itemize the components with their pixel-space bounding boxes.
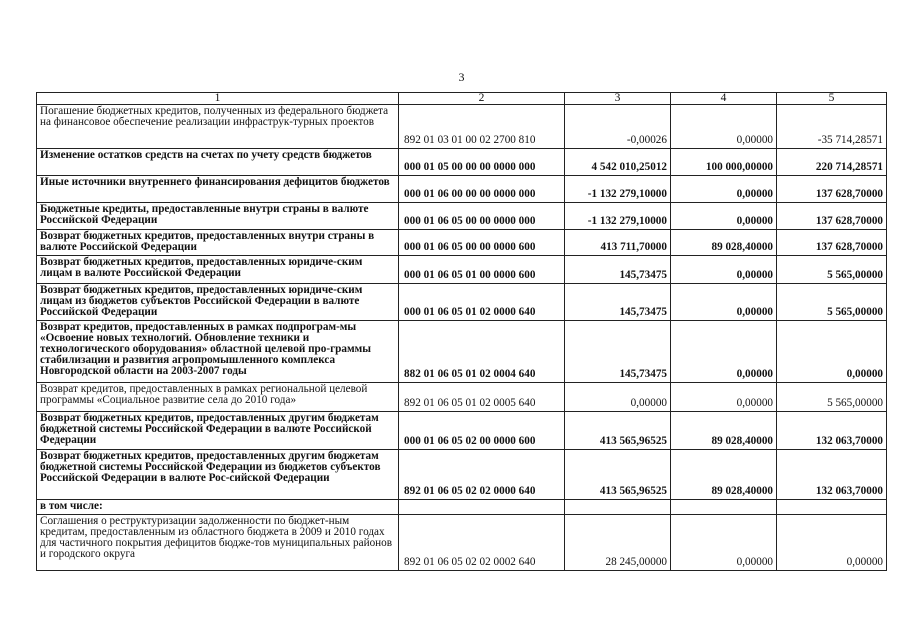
row-value-col5: 137 628,70000 xyxy=(777,230,887,256)
row-name-cell: в том числе: xyxy=(37,500,399,515)
row-name-cell: Возврат бюджетных кредитов, предоставленных юридиче-ским лицам в валюте Российской Федерации xyxy=(37,256,399,284)
row-code-cell: 000 01 06 05 00 00 0000 600 xyxy=(399,230,565,256)
row-value-col3: 4 542 010,25012 xyxy=(565,149,671,176)
row-name-cell: Иные источники внутреннего финансирования дефицитов бюджетов xyxy=(37,176,399,203)
row-value-col4: 89 028,40000 xyxy=(671,412,777,450)
table-row xyxy=(37,105,887,149)
row-name-cell: Возврат бюджетных кредитов, предоставленных другим бюджетам бюджетной системы Российской Федерации из бюджетов субъектов Российской Федерации в валюте Рос-сийской Федерации xyxy=(37,450,399,500)
row-value-col3: 413 565,96525 xyxy=(565,450,671,500)
row-value-col4: 0,00000 xyxy=(671,383,777,412)
row-code-cell: 892 01 06 05 02 02 0002 640 xyxy=(399,515,565,571)
row-value-col5: 137 628,70000 xyxy=(777,176,887,203)
row-value-col4: 0,00000 xyxy=(671,284,777,321)
row-code-cell: 892 01 06 05 02 02 0000 640 xyxy=(399,450,565,500)
row-name-cell: Возврат бюджетных кредитов, предоставленных другим бюджетам бюджетной системы Российской Федерации в валюте Российской Федерации xyxy=(37,412,399,450)
table-row xyxy=(37,176,887,203)
row-value-col3: -1 132 279,10000 xyxy=(565,176,671,203)
row-value-col4: 0,00000 xyxy=(671,176,777,203)
row-value-col5: 220 714,28571 xyxy=(777,149,887,176)
row-value-col4: 0,00000 xyxy=(671,515,777,571)
row-value-col4: 89 028,40000 xyxy=(671,230,777,256)
row-name-cell: Возврат кредитов, предоставленных в рамках подпрограм-мы «Освоение новых технологий. Обновление техники и технологического оборудования» областной целевой про-граммы стабилизации и развития агропромышленного комплекса Новгородской области на 2003-2007 годы xyxy=(37,321,399,383)
budget-sources-table xyxy=(36,92,887,571)
table-row xyxy=(37,500,887,515)
row-value-col4: 89 028,40000 xyxy=(671,450,777,500)
table-row xyxy=(37,284,887,321)
row-code-cell: 000 01 05 00 00 00 0000 000 xyxy=(399,149,565,176)
row-value-col5: 137 628,70000 xyxy=(777,203,887,230)
row-value-col3: 145,73475 xyxy=(565,256,671,284)
row-value-col5: -35 714,28571 xyxy=(777,105,887,149)
row-code-cell: 000 01 06 05 01 02 0000 640 xyxy=(399,284,565,321)
row-value-col5: 132 063,70000 xyxy=(777,412,887,450)
row-value-col5: 5 565,00000 xyxy=(777,256,887,284)
header-cell: 3 xyxy=(565,93,671,105)
row-code-cell: 882 01 06 05 01 02 0004 640 xyxy=(399,321,565,383)
table-row xyxy=(37,515,887,571)
table-row xyxy=(37,412,887,450)
row-code-cell: 892 01 03 01 00 02 2700 810 xyxy=(399,105,565,149)
row-value-col3: 145,73475 xyxy=(565,284,671,321)
row-value-col4: 0,00000 xyxy=(671,105,777,149)
table-row xyxy=(37,383,887,412)
row-value-col3: 413 565,96525 xyxy=(565,412,671,450)
row-value-col3: 413 711,70000 xyxy=(565,230,671,256)
row-value-col3: -0,00026 xyxy=(565,105,671,149)
row-value-col3 xyxy=(565,500,671,515)
row-value-col5: 0,00000 xyxy=(777,321,887,383)
header-cell: 4 xyxy=(671,93,777,105)
row-value-col5: 132 063,70000 xyxy=(777,450,887,500)
row-code-cell: 000 01 06 05 02 00 0000 600 xyxy=(399,412,565,450)
table-row xyxy=(37,149,887,176)
table-row xyxy=(37,230,887,256)
row-value-col5: 0,00000 xyxy=(777,515,887,571)
row-name-cell: Возврат бюджетных кредитов, предоставленных внутри страны в валюте Российской Федерации xyxy=(37,230,399,256)
row-value-col3: 0,00000 xyxy=(565,383,671,412)
row-value-col3: -1 132 279,10000 xyxy=(565,203,671,230)
row-code-cell: 000 01 06 05 01 00 0000 600 xyxy=(399,256,565,284)
header-cell: 5 xyxy=(777,93,887,105)
table-row xyxy=(37,450,887,500)
row-name-cell: Бюджетные кредиты, предоставленные внутри страны в валюте Российской Федерации xyxy=(37,203,399,230)
row-code-cell: 892 01 06 05 01 02 0005 640 xyxy=(399,383,565,412)
row-name-cell: Возврат кредитов, предоставленных в рамках региональной целевой программы «Социальное развитие села до 2010 года» xyxy=(37,383,399,412)
row-name-cell: Возврат бюджетных кредитов, предоставленных юридиче-ским лицам из бюджетов субъектов Российской Федерации в валюте Российской Федерации xyxy=(37,284,399,321)
row-name-cell: Соглашения о реструктуризации задолженности по бюджет-ным кредитам, предоставленным из областного бюджета в 2009 и 2010 годах для частичного покрытия дефицитов бюдже-тов муниципальных районов и городского округа xyxy=(37,515,399,571)
table-row xyxy=(37,256,887,284)
row-value-col4 xyxy=(671,500,777,515)
row-value-col5: 5 565,00000 xyxy=(777,284,887,321)
row-name-cell: Погашение бюджетных кредитов, полученных из федерального бюджета на финансовое обеспечение реализации инфраструк-турных проектов xyxy=(37,105,399,149)
row-value-col3: 145,73475 xyxy=(565,321,671,383)
row-value-col5: 5 565,00000 xyxy=(777,383,887,412)
row-code-cell: 000 01 06 00 00 00 0000 000 xyxy=(399,176,565,203)
row-value-col5 xyxy=(777,500,887,515)
header-cell: 1 xyxy=(37,93,399,105)
header-row xyxy=(37,93,887,105)
row-value-col4: 0,00000 xyxy=(671,321,777,383)
row-value-col4: 0,00000 xyxy=(671,203,777,230)
table-row xyxy=(37,203,887,230)
row-value-col4: 100 000,00000 xyxy=(671,149,777,176)
header-cell: 2 xyxy=(399,93,565,105)
row-code-cell: 000 01 06 05 00 00 0000 000 xyxy=(399,203,565,230)
page-number: 3 xyxy=(458,70,465,84)
row-value-col4: 0,00000 xyxy=(671,256,777,284)
row-code-cell xyxy=(399,500,565,515)
row-name-cell: Изменение остатков средств на счетах по учету средств бюджетов xyxy=(37,149,399,176)
table-row xyxy=(37,321,887,383)
row-value-col3: 28 245,00000 xyxy=(565,515,671,571)
